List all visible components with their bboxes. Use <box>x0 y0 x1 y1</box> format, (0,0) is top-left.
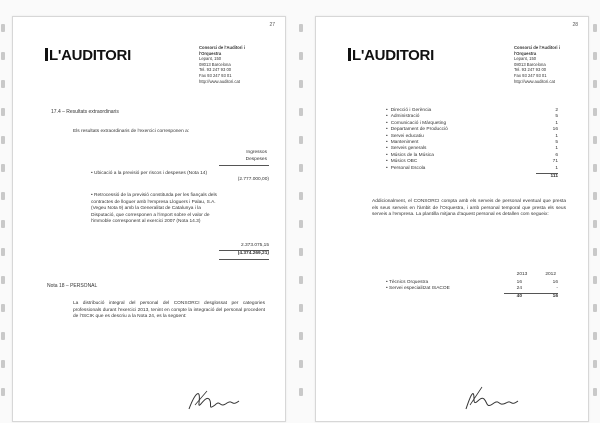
table-row: • Servei especialitzat ISACOE 24 - <box>386 286 558 292</box>
page-number: 27 <box>269 22 275 28</box>
list-item: • Personal Escola 1 <box>386 166 558 172</box>
table-row: • Tècnics Orquestra 16 16 <box>386 280 558 285</box>
list-item: • Comunicació i Màrqueting 1 <box>386 121 558 127</box>
note-paragraph: La distribució integral del personal del CONSORCI desglossat per categories professionals durant l'exercici 2013, tenint en compte la integració del personal procedent de l'ISCIK que es descriu a la Nota 24, es la següent: <box>73 301 265 320</box>
page-number: 28 <box>572 22 578 28</box>
center-binding-strip <box>298 0 304 423</box>
items-total: (4.374.269,21) <box>237 251 269 256</box>
signature <box>185 385 245 415</box>
col-2012: 2012 <box>545 272 556 277</box>
table-header-despeses: Despeses <box>245 157 267 162</box>
note-title: Nota 18 – PERSONAL <box>47 283 98 289</box>
list-item: • Serveis generals 1 <box>386 146 558 152</box>
list-item: • Músics de la Música 6 <box>386 153 558 159</box>
list-item: • Direcció i Gerència 2 <box>386 108 558 114</box>
table-header <box>386 272 558 277</box>
signature <box>462 383 522 413</box>
intro-text: Els resultats extraordinaris de l'exercici corresponen a: <box>73 129 190 134</box>
auditori-logo: L'AUDITORI <box>45 47 131 64</box>
list-total: 111 <box>550 174 558 180</box>
list-item: • Manteniment 5 <box>386 140 558 146</box>
document-page-right <box>315 16 589 422</box>
list-item: • Administració 5 <box>386 114 558 120</box>
list-item: • Retrocessió de la previsió constituïda per les fiançals dels contractes de lloguer amb l'empresa Lloguers i Palau, S.A. (Vegeu Nota 9) amb la Generalitat de Catalunya i la Disputació, que corresponen a l'import sobre el valor de l'immoble corresponent al exercici 2007 (Nota 14.3) <box>91 193 217 225</box>
contact-block: Consorci de l'Auditori i l'Orquestra Lepant, 150 08013 Barcelona Tel. 93 247 93 00 Fax 93 247 93 01 http://www.auditori.cat <box>199 45 245 84</box>
personnel-list <box>386 108 558 180</box>
item-value: 2.373.075,15 <box>240 243 269 248</box>
list-item: • Ubicació a la previsió per riscos i despeses (Nota 14) <box>91 171 208 176</box>
table-header-ingressos: Ingressos <box>246 150 267 155</box>
contact-block: Consorci de l'Auditori i l'Orquestra Lepant, 150 08013 Barcelona Tel. 93 247 93 00 Fax 93 247 93 01 http://www.auditori.cat <box>514 45 560 84</box>
col-2013: 2013 <box>516 272 528 277</box>
personnel-paragraph: Addicionalment, el CONSORCI compta amb els serveis de personal eventual que presta els seus serveis en l'àmbit de l'Orquestra, i amb personal temporal que presta els seus serveis a l'empresa. La plantilla mitjana d'aquest personal es detallen com segueix: <box>372 199 566 218</box>
auditori-logo: L'AUDITORI <box>348 47 434 64</box>
document-page-left <box>12 16 286 422</box>
table-total: 40 16 <box>516 293 558 299</box>
list-item: • Músics OBC 71 <box>386 159 558 165</box>
list-item: • Servei educatiu 1 <box>386 134 558 140</box>
temporary-staff-table <box>386 272 558 300</box>
item-value: (2.777.000,00) <box>237 177 269 182</box>
section-title: 17.4 – Resultats extraordinaris <box>51 109 119 115</box>
right-binding-strip <box>592 0 598 423</box>
list-item: • Departament de Producció 16 <box>386 127 558 133</box>
left-binding-strip <box>0 0 6 423</box>
